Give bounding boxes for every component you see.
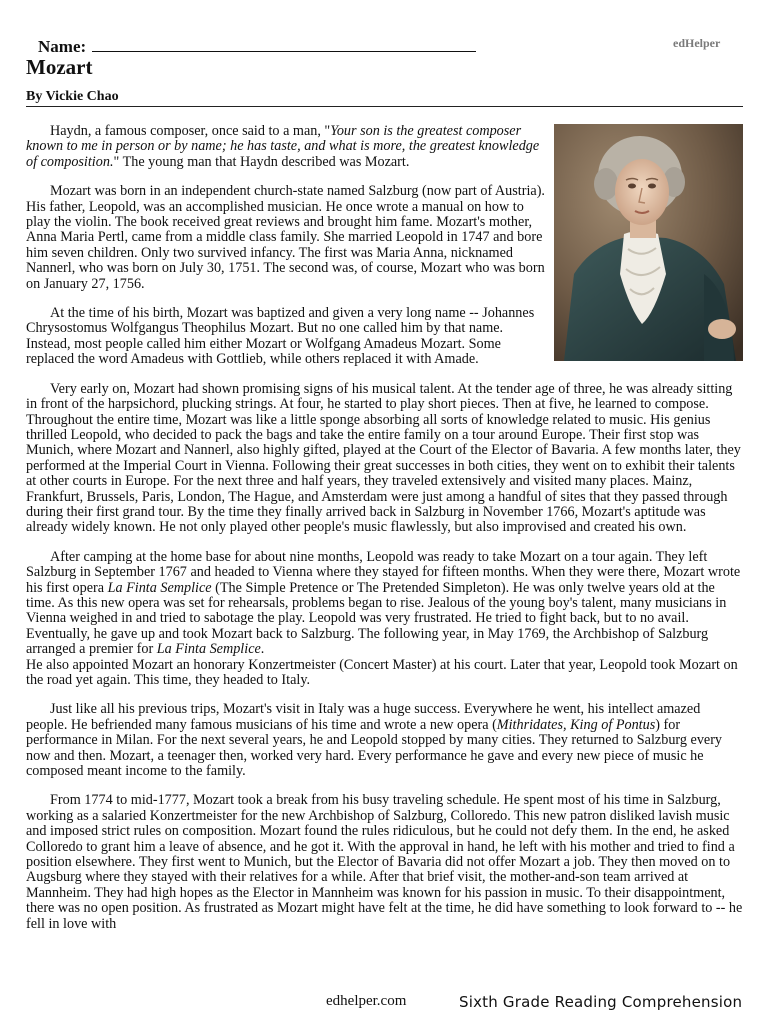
- name-line: [92, 37, 476, 52]
- italic-text: La Finta Semplice: [107, 579, 212, 596]
- name-field: [38, 37, 476, 57]
- name-label: Name:: [38, 37, 87, 56]
- paragraph: [26, 793, 743, 932]
- portrait-spacer: [545, 124, 743, 370]
- footer-site: edhelper.com: [326, 993, 407, 1009]
- paragraph-text: Haydn, a famous composer, once said to a man, ": [50, 123, 331, 139]
- paragraph-text: After camping at the home base for about nine months, Leopold was ready to take Mozart on a tour again. They left Salzburg in September 1767 and headed to Vienna where they stayed for fifteen months. When they were there, Mozart wrote his first opera: [26, 548, 741, 596]
- italic-text: Your son is the greatest composer known to me in person or by name; he has taste, and what is more, the greatest knowledge of composition.: [26, 123, 540, 170]
- title-divider: [26, 106, 743, 107]
- byline: By Vickie Chao: [26, 89, 119, 104]
- paragraph-text: Very early on, Mozart had shown promising signs of his musical talent. At the tender age of three, he was already sitting in front of the harpsichord, plucking strings. At four, he started to play short pieces. Then at five, he learned to compose. Throughout the entire time, Mozart was like a little sponge absorbing all sorts of knowledge related to music. His genius thrilled Leopold, who decided to pack the bags and take the entire family on a tour around Europe. Their first stop was Munich, where Mozart and Nannerl, also highly gifted, played at the Court of the Elector of Bavaria. A few months later, they performed at the Imperial Court in Vienna. Following their great successes in both cities, they went on to exhibit their talents at other courts in Europe. For the next three and half years, they traveled extensively and visited many places. Mainz, Frankfurt, Brussels, Paris, London, The Hague, and Amsterdam were just among a handful of sites that they passed through during their first grand tour. By the time they finally arrived back in Salzburg in November 1766, Mozart's aptitude was already widely known. He not only played other people's music flawlessly, but also improvised and created his own.: [26, 380, 741, 536]
- paragraph-text: Mozart was born in an independent church-state named Salzburg (now part of Austria). His father, Leopold, was an accomplished musician. He once wrote a manual on how to play the violin. The book received great reviews and brought him fame. Mozart's mother, Anna Maria Pertl, came from a middle class family. She married Leopold in 1747 and bore him seven children. Only two survived infancy. The first was Maria Anna, nicknamed Nannerl, who was born on July 30, 1751. The second was, of course, Mozart who was born on January 27, 1756.: [26, 183, 545, 292]
- paragraph-text: At the time of his birth, Mozart was baptized and given a very long name -- Johannes Chrysostomus Wolfgangus Theophilus Mozart. But no one called him by that name. Instead, most people called him either Mozart or Wolfgang Amadeus Mozart. Some replaced the word Amadeus with Gottlieb, while others replaced it with Amade.: [26, 305, 535, 368]
- paragraph-text: He also appointed Mozart an honorary Konzertmeister (Concert Master) at his court. Later that year, Leopold took Mozart on the road yet again. This time, they headed to Italy.: [26, 656, 738, 688]
- paragraph-text: (The Simple Pretence or The Pretended Simpleton). He was only twelve years old at the time. As this new opera was set for rehearsals, problems began to rise. Jealous of the young boy's talent, many musicians in Vienna weighed in and tried to sabotage the play. Leopold was very frustrated. He tried to fight back, but to no avail. Eventually, he gave up and took Mozart back to Salzburg. The following year, in May 1769, the Archbishop of Salzburg arranged a premier for: [26, 579, 727, 658]
- brand-label: edHelper: [673, 36, 721, 50]
- italic-text: La Finta Semplice: [156, 641, 261, 658]
- italic-text: Mithridates, King of Pontus: [496, 716, 656, 733]
- paragraph-text: ) for performance in Milan. For the next several years, he and Leopold stopped by many cities. They returned to Salzburg every now and then. Mozart, a teenager then, worked very hard. Every performance he gave and every new piece of music he composed meant income to the family.: [26, 716, 723, 780]
- paragraph: [26, 550, 743, 658]
- paragraph: [26, 382, 743, 536]
- paragraph-text: From 1774 to mid-1777, Mozart took a break from his busy traveling schedule. He spent most of his time in Salzburg, working as a salaried Konzertmeister for the new Archbishop of Salzburg, Colloredo. This new patron disliked lavish music and imposed strict rules on composition. Mozart found the rules ridiculous, but he could not defy them. In the end, he asked Colloredo to grant him a leave of absence, and he got it. With the approval in hand, he left with his mother and tried to find a position elsewhere. They first went to Munich, but the Elector of Bavaria did not offer Mozart a job. They then moved on to Augsburg where they stayed with their relatives for a while. After that brief visit, the mother-and-son team arrived at Mannheim. They had high hopes as the Elector in Mannheim was known for his passion in music. To their disappointment, there was no open position. As frustrated as Mozart might have felt at the time, he did have something to look forward to -- he fell in love with: [26, 792, 743, 932]
- paragraph: [26, 658, 743, 689]
- paragraph: [26, 702, 743, 779]
- paragraph-text: Just like all his previous trips, Mozart's visit in Italy was a huge success. Everywhere he went, his intellect amazed people. He befriended many famous musicians of his time and wrote a new opera (: [26, 701, 701, 733]
- footer-grade-label: Sixth Grade Reading Comprehension: [459, 993, 743, 1011]
- page-title: Mozart: [26, 55, 93, 79]
- article-body: [26, 124, 743, 946]
- paragraph-text: " The young man that Haydn described was Mozart.: [113, 153, 410, 170]
- paragraph-text: .: [260, 641, 265, 658]
